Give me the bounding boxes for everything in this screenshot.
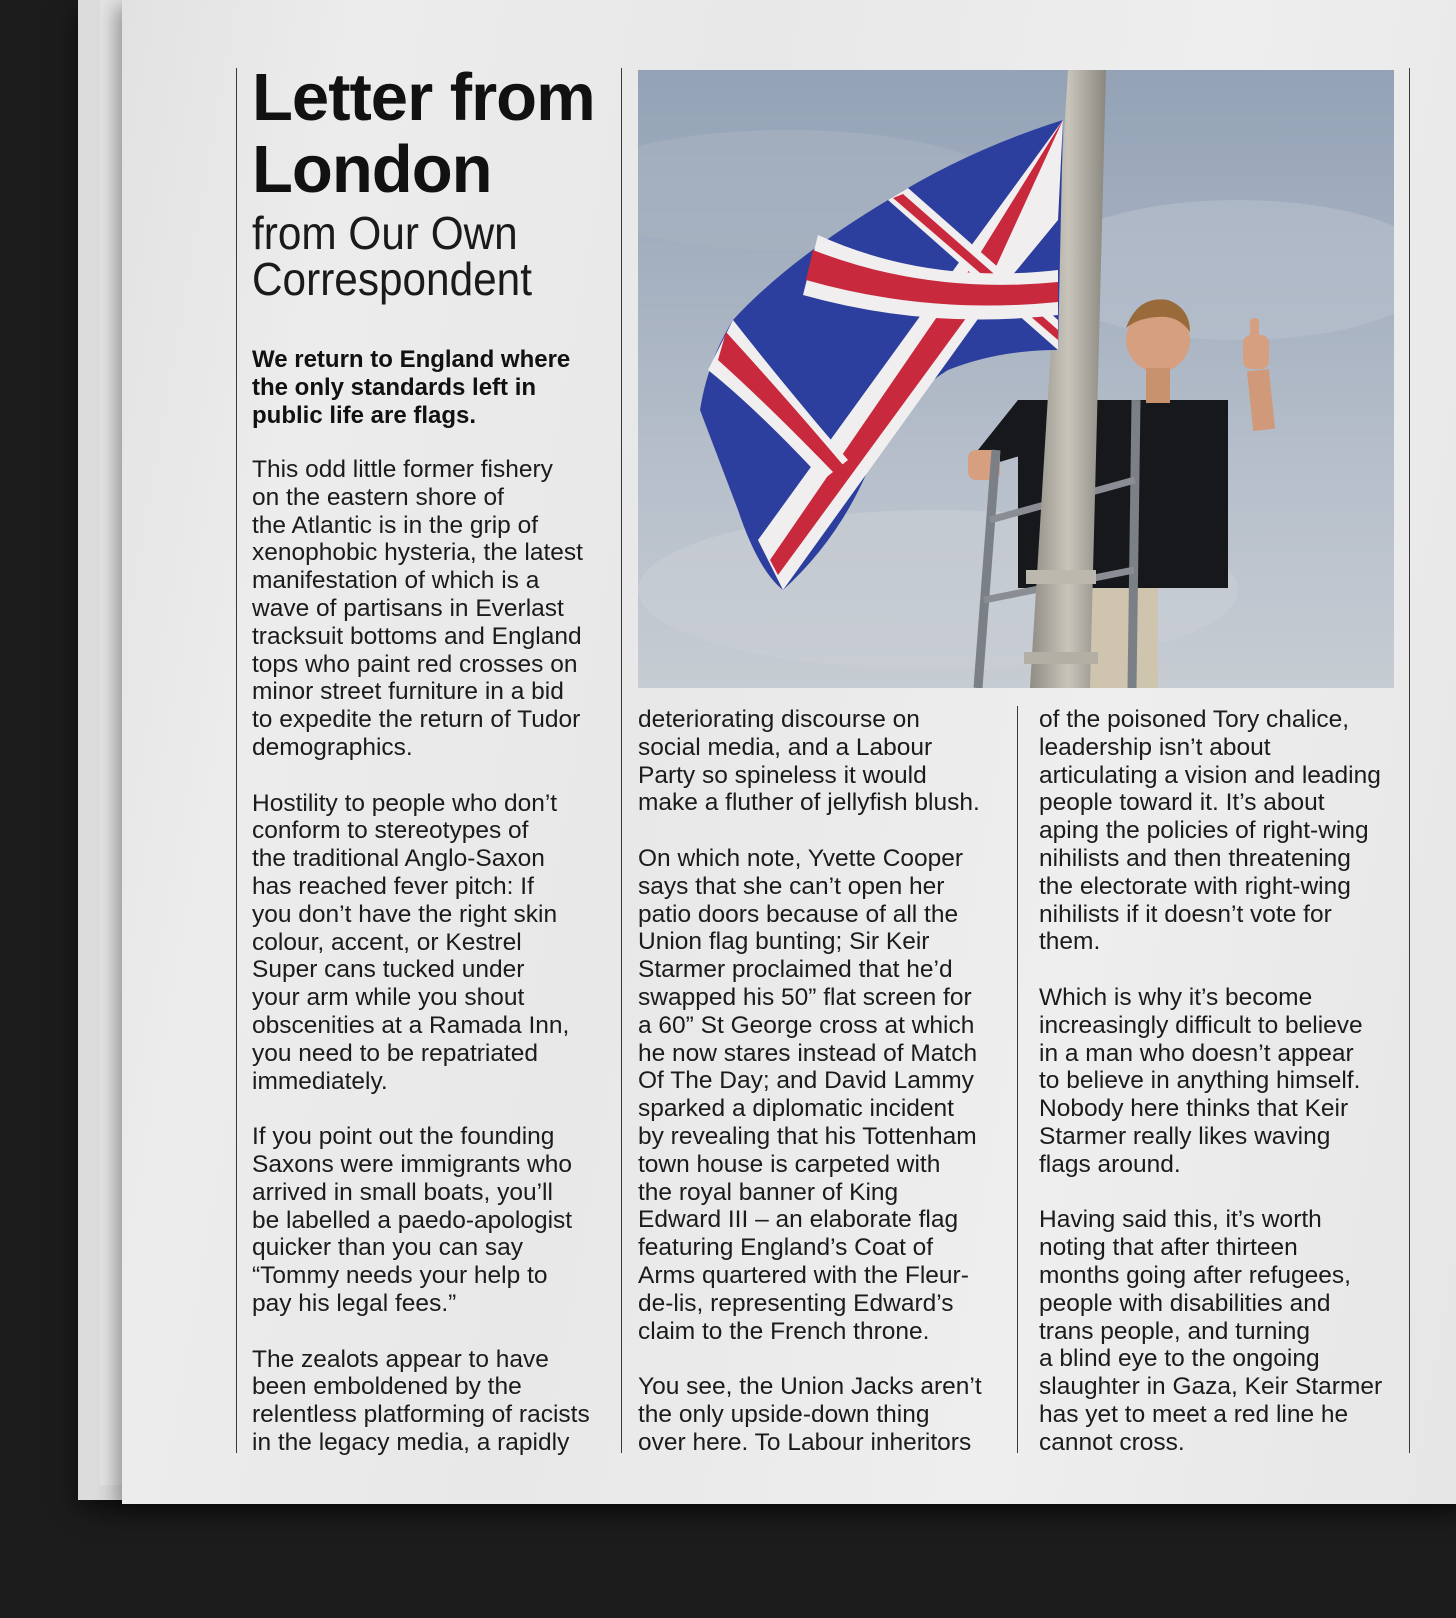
paragraph: Hostility to people who don’t conform to stereotypes of the traditional Anglo-Saxon has reached fever pitch: If you don’t have the right skin colour, accent, or Kestrel Super cans tucked under your arm while you shout obscenities at a Ramada Inn, you need to be repatriated immediately.: [252, 789, 570, 1095]
article-photo: [638, 70, 1394, 688]
paragraph: Having said this, it’s worth noting that after thirteen months going after refugees, people with disabilities and trans people, and turning a blind eye to the ongoing slaughter in Gaza, Keir Starmer has yet to meet a red line he cannot cross.: [1039, 1206, 1383, 1456]
article-subtitle: from Our Own Correspondent: [252, 207, 532, 305]
article-title: Letter from London: [252, 60, 595, 207]
flag-photo-illustration: [638, 70, 1394, 688]
paragraph: On which note, Yvette Cooper says that she can’t open her patio doors because of all the Union flag bunting; Sir Keir Starmer proclaimed that he’d swapped his 50” flat screen for a 60” St George cross at which he now stares instead of Match Of The Day; and David Lammy sparked a diplomatic incident by revealing that his Tottenham town house is carpeted with the royal banner of King Edward III – an elaborate flag featuring England’s Coat of Arms quartered with the Fleur- de-lis, representing Edward’s claim to the French throne.: [638, 844, 978, 1345]
thumbs-up-hand: [1243, 335, 1269, 369]
article-column-2: [638, 706, 1018, 1484]
article-column-3: [1039, 706, 1419, 1484]
paragraph: The zealots appear to have been emboldened by the relentless platforming of racists in the legacy media, a rapidly: [252, 1345, 590, 1456]
paragraph: This odd little former fishery on the eastern shore of the Atlantic is in the grip of xenophobic hysteria, the latest manifestation of which is a wave of partisans in Everlast tracksuit bottoms and England tops who paint red crosses on minor street furniture in a bid to expedite the return of Tudor demographics.: [252, 456, 583, 761]
paragraph: You see, the Union Jacks aren’t the only upside-down thing over here. To Labour inheritors: [638, 1373, 982, 1456]
paragraph: of the poisoned Tory chalice, leadership isn’t about articulating a vision and leading people toward it. It’s about aping the policies of right-wing nihilists and then threatening the electorate with right-wing nihilists if it doesn’t vote for them.: [1039, 706, 1381, 956]
article-standfirst: We return to England where the only standards left in public life are flags.: [252, 346, 571, 429]
article-column-1: [252, 456, 622, 1484]
column-rule-left: [236, 68, 237, 1453]
paragraph: Which is why it’s become increasingly difficult to believe in a man who doesn’t appear to believe in anything himself. Nobody here thinks that Keir Starmer really likes waving flags around.: [1039, 983, 1363, 1178]
paragraph: deteriorating discourse on social media, and a Labour Party so spineless it would make a fluther of jellyfish blush.: [638, 706, 980, 817]
paragraph: If you point out the founding Saxons were immigrants who arrived in small boats, you’ll be labelled a paedo-apologist quicker than you can say “Tommy needs your help to pay his legal fees.”: [252, 1123, 573, 1317]
